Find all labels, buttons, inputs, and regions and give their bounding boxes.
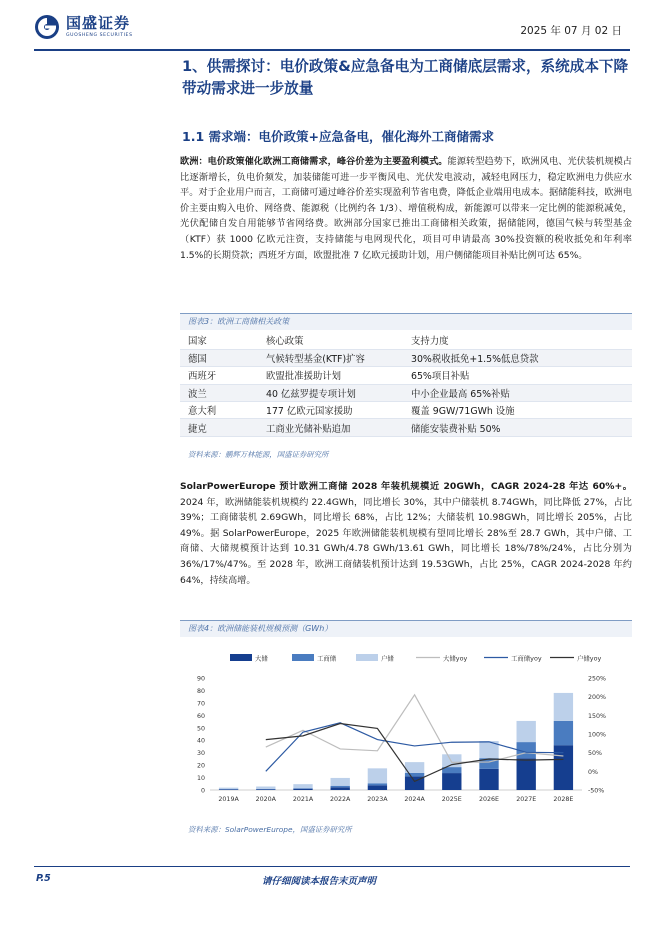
x-tick-label: 2028E bbox=[553, 796, 574, 803]
table-row bbox=[180, 367, 632, 384]
x-tick-label: 2024A bbox=[404, 796, 425, 803]
bar-户储 bbox=[293, 784, 312, 788]
legend-label: 大储 bbox=[255, 654, 268, 663]
table-cell: 捷克 bbox=[180, 419, 258, 436]
legend-label: 工商储yoy bbox=[511, 654, 542, 663]
y-tick-label: 90 bbox=[196, 675, 205, 683]
table-row bbox=[180, 384, 632, 401]
y2-tick-label: 0% bbox=[588, 768, 598, 776]
section-heading: 1、供需探讨：电价政策&应急备电为工商储底层需求，系统成本下降带动需求进一步放量 bbox=[182, 58, 629, 97]
logo bbox=[34, 14, 133, 40]
figure4-source: 资料来源：SolarPowerEurope，国盛证券研究所 bbox=[188, 825, 352, 834]
bar-大储 bbox=[554, 745, 573, 790]
page-number: P.5 bbox=[36, 873, 51, 884]
table-cell: 工商业光储补贴追加 bbox=[258, 419, 403, 436]
paragraph-lead: 欧洲：电价政策催化欧洲工商储需求，峰谷价差为主要盈利模式。 bbox=[180, 156, 448, 167]
bar-大储 bbox=[256, 789, 275, 790]
paragraph-body: 能源转型趋势下，欧洲风电、光伏装机规模占比逐渐增长，负电价频发，加装储能可进一步平衡风电、光伏发电波动，减轻电网压力，稳定欧洲电力供应水平。对于企业用户而言，工商储可通过峰谷价差实现盈利节省电费，降低企业端用电成本。据储能科技，欧洲电价主要由购入电价、网络费、能源税（比例约各 1/3）、增值税构成，新能源可以带来一定比例的能源税减免，光伏配储自发自用能够节省网络费。欧洲部分国家已推出工商储相关政策，据储能网，德国气候与转型基金（KTF）获 1000 亿欧元注资，支持储能与电网现代化，项目可申请最高 30%投资额的税收抵免和年利率 1.5%的长期贷款；西班牙方面，欧盟批准 7 亿欧元援助计划，用户侧储能项目补贴比例可达 65%。 bbox=[180, 156, 632, 261]
y-tick-label: 10 bbox=[196, 775, 205, 783]
table-cell: 40 亿兹罗提专项计划 bbox=[258, 384, 403, 401]
column-header: 支持力度 bbox=[403, 332, 632, 349]
legend-label: 工商储 bbox=[317, 654, 337, 663]
disclaimer: 请仔细阅读本报告末页声明 bbox=[262, 876, 377, 887]
bar-工商储 bbox=[293, 788, 312, 789]
paragraph-europe-demand bbox=[180, 154, 632, 263]
table-cell: 气候转型基金(KTF)扩容 bbox=[258, 349, 403, 366]
bar-大储 bbox=[442, 773, 461, 790]
paragraph-forecast bbox=[180, 479, 632, 588]
bar-大储 bbox=[331, 787, 350, 790]
table-cell: 中小企业最高 65%补贴 bbox=[403, 384, 632, 401]
x-tick-label: 2020A bbox=[255, 796, 276, 803]
y-tick-label: 50 bbox=[196, 725, 205, 733]
table-row bbox=[180, 419, 632, 436]
table-cell: 65%项目补贴 bbox=[403, 367, 632, 384]
figure3-source: 资料来源：鹏辉万林能源，国盛证券研究所 bbox=[188, 450, 329, 459]
bar-户储 bbox=[256, 787, 275, 789]
logo-name-en: GUOSHENG SECURITIES bbox=[66, 33, 133, 38]
table-row bbox=[180, 402, 632, 419]
x-tick-label: 2026E bbox=[478, 796, 500, 803]
bar-户储 bbox=[219, 788, 238, 789]
table-cell: 意大利 bbox=[180, 402, 258, 419]
bar-大储 bbox=[479, 769, 498, 790]
y2-tick-label: 100% bbox=[588, 731, 607, 739]
page-header bbox=[34, 14, 630, 50]
y2-tick-label: 250% bbox=[588, 675, 607, 683]
x-tick-label: 2023A bbox=[367, 796, 388, 803]
y-tick-label: 80 bbox=[196, 687, 205, 695]
x-tick-label: 2027E bbox=[516, 796, 537, 803]
y-tick-label: 30 bbox=[196, 750, 205, 758]
bar-大储 bbox=[293, 789, 312, 790]
bar-工商储 bbox=[405, 773, 424, 776]
y2-tick-label: 50% bbox=[588, 750, 602, 758]
legend-label: 大储yoy bbox=[443, 654, 468, 663]
bar-大储 bbox=[219, 789, 238, 790]
y-tick-label: 60 bbox=[196, 712, 205, 720]
bar-大储 bbox=[368, 785, 387, 790]
bar-大储 bbox=[517, 758, 536, 790]
storage-forecast-chart bbox=[180, 640, 632, 818]
footer-divider bbox=[34, 866, 630, 867]
bar-户储 bbox=[517, 721, 536, 742]
table-cell: 覆盖 9GW/71GWh 设施 bbox=[403, 402, 632, 419]
table-cell: 30%税收抵免+1.5%低息贷款 bbox=[403, 349, 632, 366]
column-header: 国家 bbox=[180, 332, 258, 349]
table-cell: 欧盟批准援助计划 bbox=[258, 367, 403, 384]
logo-name: 国盛证券 bbox=[66, 14, 131, 32]
y-tick-label: 40 bbox=[196, 737, 205, 745]
y2-tick-label: 150% bbox=[588, 712, 607, 720]
y-tick-label: 0 bbox=[200, 787, 205, 795]
column-header: 核心政策 bbox=[258, 332, 403, 349]
guosheng-logo-icon bbox=[34, 14, 60, 40]
figure4-title: 图表4：欧洲储能装机规模预测（GWh） bbox=[180, 621, 632, 637]
subsection-heading: 1.1 需求端：电价政策+应急备电，催化海外工商储需求 bbox=[182, 129, 494, 144]
header-divider bbox=[34, 49, 630, 51]
y2-tick-label: -50% bbox=[588, 787, 605, 795]
figure3-title: 图表3：欧洲工商储相关政策 bbox=[180, 314, 632, 330]
paragraph-lead: SolarPowerEurope 预计欧洲工商储 2028 年装机规模近 20GWh，CAGR 2024-28 年达 60%+。 bbox=[180, 481, 632, 492]
bar-户储 bbox=[554, 693, 573, 721]
table-cell: 西班牙 bbox=[180, 367, 258, 384]
y2-tick-label: 200% bbox=[588, 694, 607, 702]
bar-户储 bbox=[331, 778, 350, 786]
x-tick-label: 2022A bbox=[330, 796, 351, 803]
bar-工商储 bbox=[368, 783, 387, 785]
x-tick-label: 2019A bbox=[218, 796, 239, 803]
table-row bbox=[180, 349, 632, 366]
bar-工商储 bbox=[331, 786, 350, 787]
table-cell: 储能安装费补贴 50% bbox=[403, 419, 632, 436]
x-tick-label: 2021A bbox=[292, 796, 314, 803]
legend-label: 户储yoy bbox=[577, 654, 602, 663]
legend-label: 户储 bbox=[381, 654, 394, 663]
legend-swatch-1 bbox=[292, 654, 314, 661]
policy-table bbox=[180, 332, 632, 437]
legend-swatch-0 bbox=[230, 654, 252, 661]
table-cell: 177 亿欧元国家援助 bbox=[258, 402, 403, 419]
bar-户储 bbox=[368, 768, 387, 783]
report-date: 2025 年 07 月 02 日 bbox=[520, 25, 622, 37]
table-cell: 波兰 bbox=[180, 384, 258, 401]
table-cell: 德国 bbox=[180, 349, 258, 366]
table-header-row bbox=[180, 332, 632, 349]
y-tick-label: 70 bbox=[196, 700, 205, 708]
legend-swatch-2 bbox=[356, 654, 378, 661]
bar-工商储 bbox=[554, 721, 573, 745]
paragraph-body: 2024 年，欧洲储能装机规模约 22.4GWh，同比增长 30%，其中户储装机 8.74GWh，同比降低 27%，占比 39%；工商储装机 2.69GWh，同比增长 68%，占比 12%；大储装机 10.98GWh，同比增长 205%，占比 49%。据 SolarPowerEurope，2025 年欧洲储能装机规模有望同比增长 28%至 28.7 GWh，其中户储、工商储、大储规模预计达到 10.31 GWh/4.78 GWh/13.61 GWh，同比增长 18%/78%/24%，占比分别为 36%/17%/47%。至 2028 年，欧洲工商储装机预计达到 19.53GWh，占比 25%，CAGR 2024-2028 年约 64%，持续高增。 bbox=[180, 496, 632, 586]
x-tick-label: 2025E bbox=[441, 796, 462, 803]
y-tick-label: 20 bbox=[196, 762, 205, 770]
